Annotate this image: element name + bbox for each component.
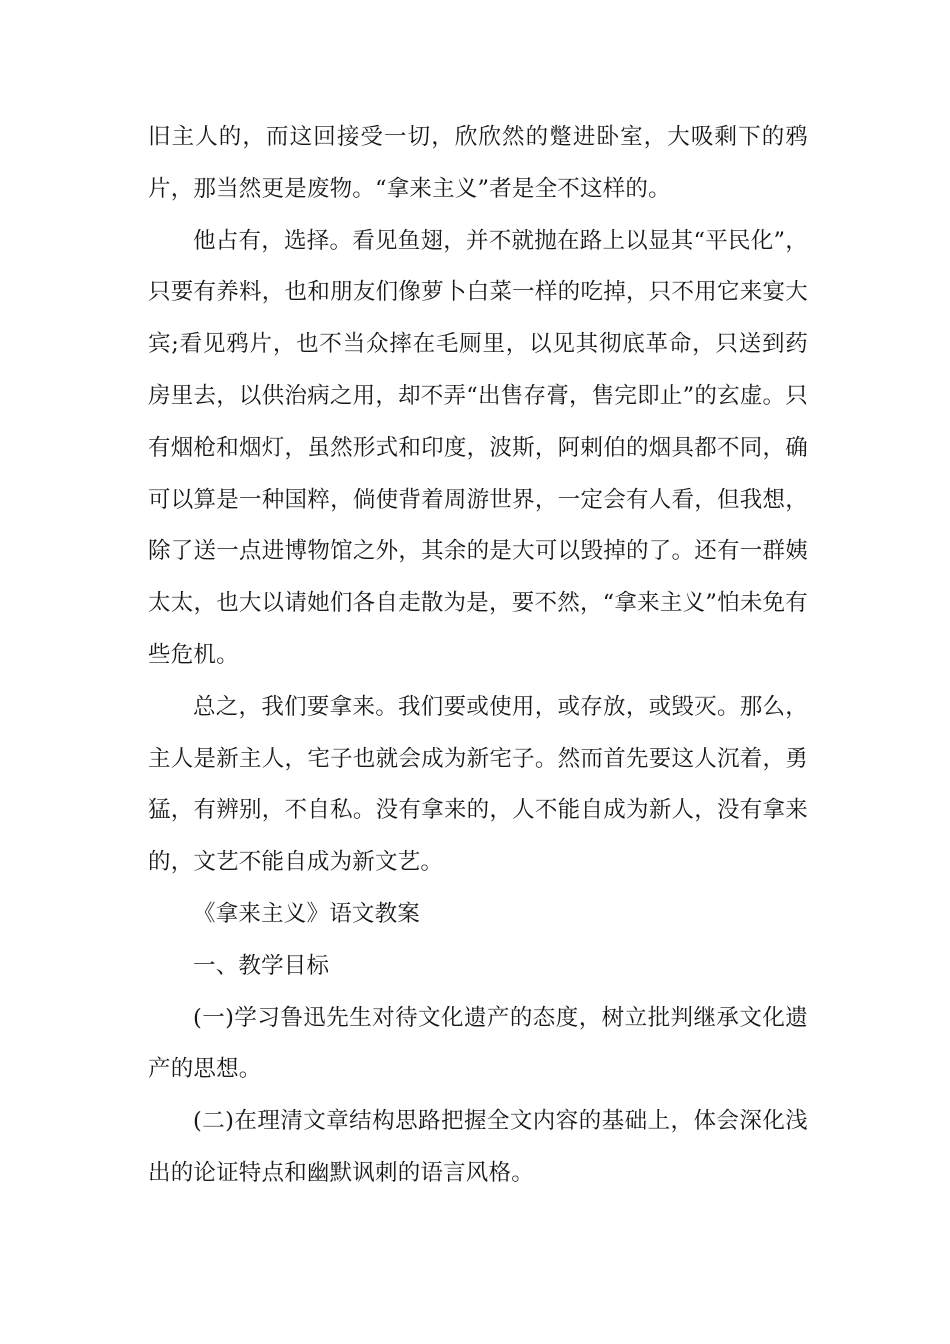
objective-item-2: (二)在理清文章结构思路把握全文内容的基础上，体会深化浅出的论证特点和幽默讽刺的语言风格。 [148, 1108, 808, 1186]
paragraph-possession: 他占有，选择。看见鱼翅，并不就抛在路上以显其“平民化”，只要有养料，也和朋友们像萝卜白菜一样的吃掉，只不用它来宴大宾;看见鸦片，也不当众摔在毛厕里，以见其彻底革命，只送到药房里去，以供治病之用，却不弄“出售存膏，售完即止”的玄虚。只有烟枪和烟灯，虽然形式和印度，波斯，阿剌伯的烟具都不同，确可以算是一种国粹，倘使背着周游世界，一定会有人看，但我想，除了送一点进博物馆之外，其余的是大可以毁掉的了。还有一群姨太太，也大以请她们各自走散为是，要不然，“拿来主义”怕未免有些危机。 [148, 227, 808, 668]
paragraph-continuation: 旧主人的，而这回接受一切，欣欣然的蹩进卧室，大吸剩下的鸦片，那当然更是废物。“拿来主义”者是全不这样的。 [148, 124, 808, 202]
lesson-plan-title: 《拿来主义》语文教案 [193, 900, 421, 927]
section-heading-objectives: 一、教学目标 [193, 952, 330, 979]
objective-item-1: (一)学习鲁迅先生对待文化遗产的态度，树立批判继承文化遗产的思想。 [148, 1004, 808, 1083]
paragraph-conclusion: 总之，我们要拿来。我们要或使用，或存放，或毁灭。那么，主人是新主人，宅子也就会成为新宅子。然而首先要这人沉着，勇猛，有辨别，不自私。没有拿来的，人不能自成为新人，没有拿来的，文艺不能自成为新文艺。 [148, 693, 808, 876]
document-body [148, 112, 808, 1200]
